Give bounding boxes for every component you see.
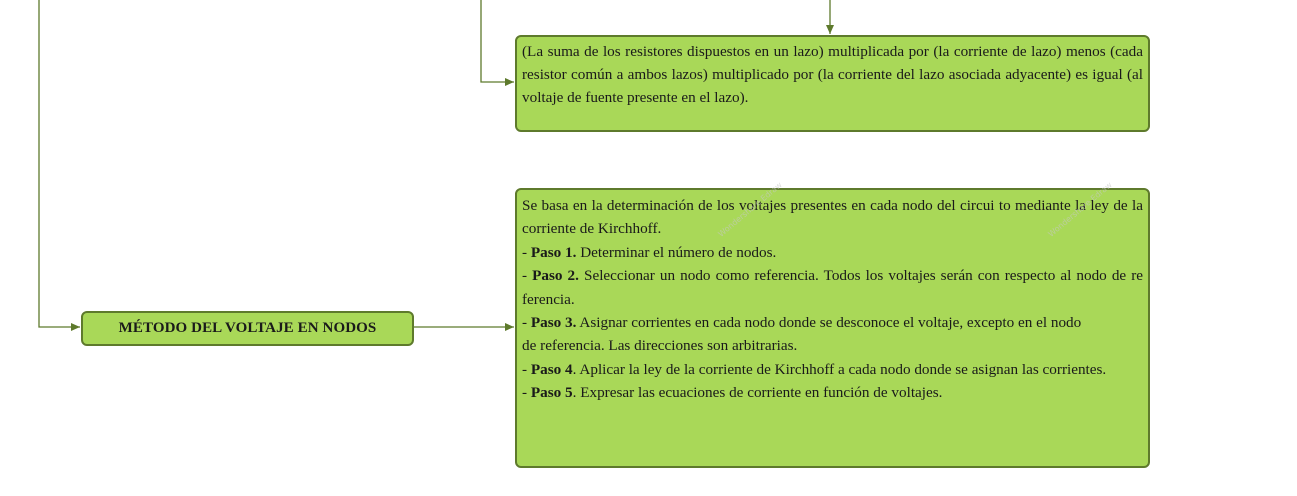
connector-left-to-lazo [481,0,514,82]
lazo-equation-box [515,35,1150,132]
step-label: Paso 3. [530,314,577,332]
step-text: Asignar corrientes en cada nodo donde se desconoce el voltaje, excepto en el nodo [576,314,1082,332]
step-item [522,334,1143,357]
step-label: Paso 4 [530,360,573,378]
step-text: Determinar el número de nodos. [576,243,777,261]
nodos-intro-text: Se basa en la determinación de los voltajes presentes en cada nodo del circui to mediante la ley de la corriente de Kirchhoff. [522,197,1143,238]
step-item: - Paso 4. Aplicar la ley de la corriente de Kirchhoff a cada nodo donde se asignan las corrientes. [522,360,1107,378]
nodos-method-title: MÉTODO DEL VOLTAJE EN NODOS [118,320,377,336]
step-item: - Paso 2. Seleccionar un nodo como referencia. Todos los voltajes serán con respecto al nodo de re ferencia. [522,267,1144,308]
step-label: Paso 5 [530,384,573,402]
step-item: - Paso 1. Determinar el número de nodos. [522,243,777,261]
step-item: - Paso 3. Asignar corrientes en cada nodo donde se desconoce el voltaje, excepto en el nodo [522,314,1082,332]
step-label: Paso 1. [530,243,577,261]
step-text: de referencia. Las direcciones son arbitrarias. [522,337,798,355]
watermark: Wondershare Edraw [716,180,784,239]
step-text: Seleccionar un nodo como referencia. Todos los voltajes serán con respecto al nodo de re ferencia. [522,267,1144,308]
watermark: Wondershare Edraw [1046,180,1114,239]
connector-root-to-nodos-title [39,0,80,327]
step-item: - Paso 5. Expresar las ecuaciones de corriente en función de voltajes. [522,384,943,402]
nodos-method-title-box [81,311,414,346]
lazo-equation-text: (La suma de los resistores dispuestos en un lazo) multiplicada por (la corriente de lazo) menos (cada resistor común a ambos lazos) multiplicado por (la corriente del lazo asociada adyacente) es igual (al voltaje de fuente presente en el lazo). [522,43,1143,106]
step-text: . Aplicar la ley de la corriente de Kirchhoff a cada nodo donde se asignan las corrientes. [572,360,1107,378]
step-text: . Expresar las ecuaciones de corriente en función de voltajes. [572,384,943,402]
step-label: Paso 2. [532,267,579,285]
